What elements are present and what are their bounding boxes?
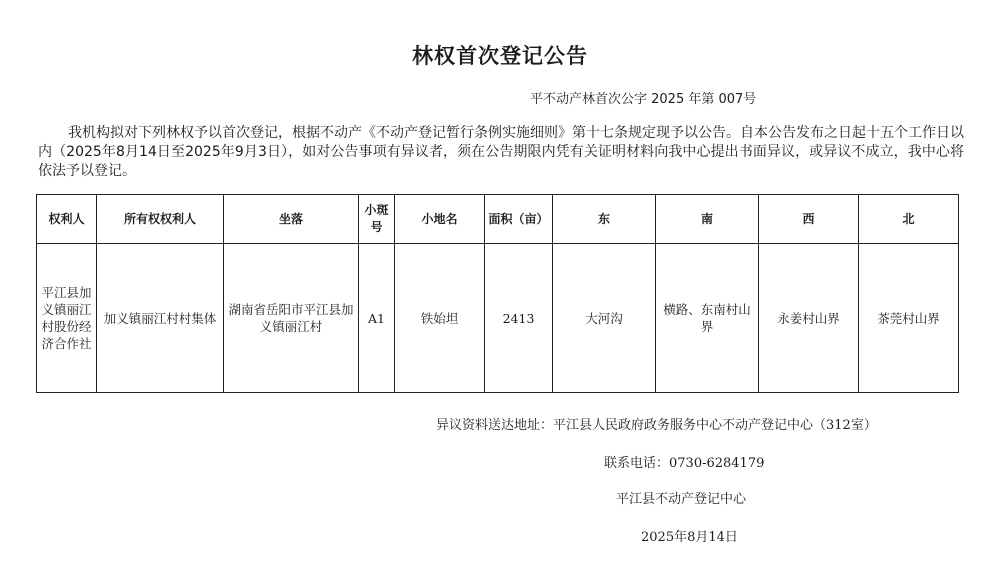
cell-owner: 加义镇丽江村村集体 xyxy=(97,244,224,393)
notice-date: 2025年8月14日 xyxy=(641,530,738,545)
cell-north: 茶莞村山界 xyxy=(859,244,959,393)
header-north: 北 xyxy=(859,195,959,244)
cell-east: 大河沟 xyxy=(553,244,656,393)
table-row xyxy=(37,244,959,393)
header-south: 南 xyxy=(656,195,759,244)
header-place-name: 小地名 xyxy=(395,195,485,244)
issuing-organization: 平江县不动产登记中心 xyxy=(616,492,747,507)
notice-body: 我机构拟对下列林权予以首次登记，根据不动产《不动产登记暂行条例实施细则》第十七条规定现予以公告。自本公告发布之日起十五个工作日以内（2025年8月14日至2025年9月3日），如对公告事项有异议者，须在公告期限内凭有关证明材料向我中心提出书面异议，或异议不成立，我中心将依法予以登记。 xyxy=(38,125,964,179)
table-header-row xyxy=(37,195,959,244)
header-plot-number: 小斑号 xyxy=(359,195,395,244)
header-east: 东 xyxy=(553,195,656,244)
cell-area: 2413 xyxy=(485,244,553,393)
header-area: 面积（亩） xyxy=(485,195,553,244)
contact-phone: 联系电话：0730-6284179 xyxy=(604,456,765,471)
header-west: 西 xyxy=(759,195,859,244)
header-location: 坐落 xyxy=(224,195,359,244)
notice-title: 林权首次登记公告 xyxy=(412,44,588,68)
cell-right-holder: 平江县加义镇丽江村股份经济合作社 xyxy=(37,244,97,393)
objection-address: 异议资料送达地址：平江县人民政府政务服务中心不动产登记中心（312室） xyxy=(436,418,877,433)
cell-place-name: 铁始坦 xyxy=(395,244,485,393)
cell-location: 湖南省岳阳市平江县加义镇丽江村 xyxy=(224,244,359,393)
registration-table xyxy=(36,194,959,393)
cell-south: 横路、东南村山界 xyxy=(656,244,759,393)
header-owner: 所有权权利人 xyxy=(97,195,224,244)
cell-plot-number: A1 xyxy=(359,244,395,393)
cell-west: 永姜村山界 xyxy=(759,244,859,393)
document-number: 平不动产林首次公字 2025 年第 007号 xyxy=(530,92,757,107)
header-right-holder: 权利人 xyxy=(37,195,97,244)
